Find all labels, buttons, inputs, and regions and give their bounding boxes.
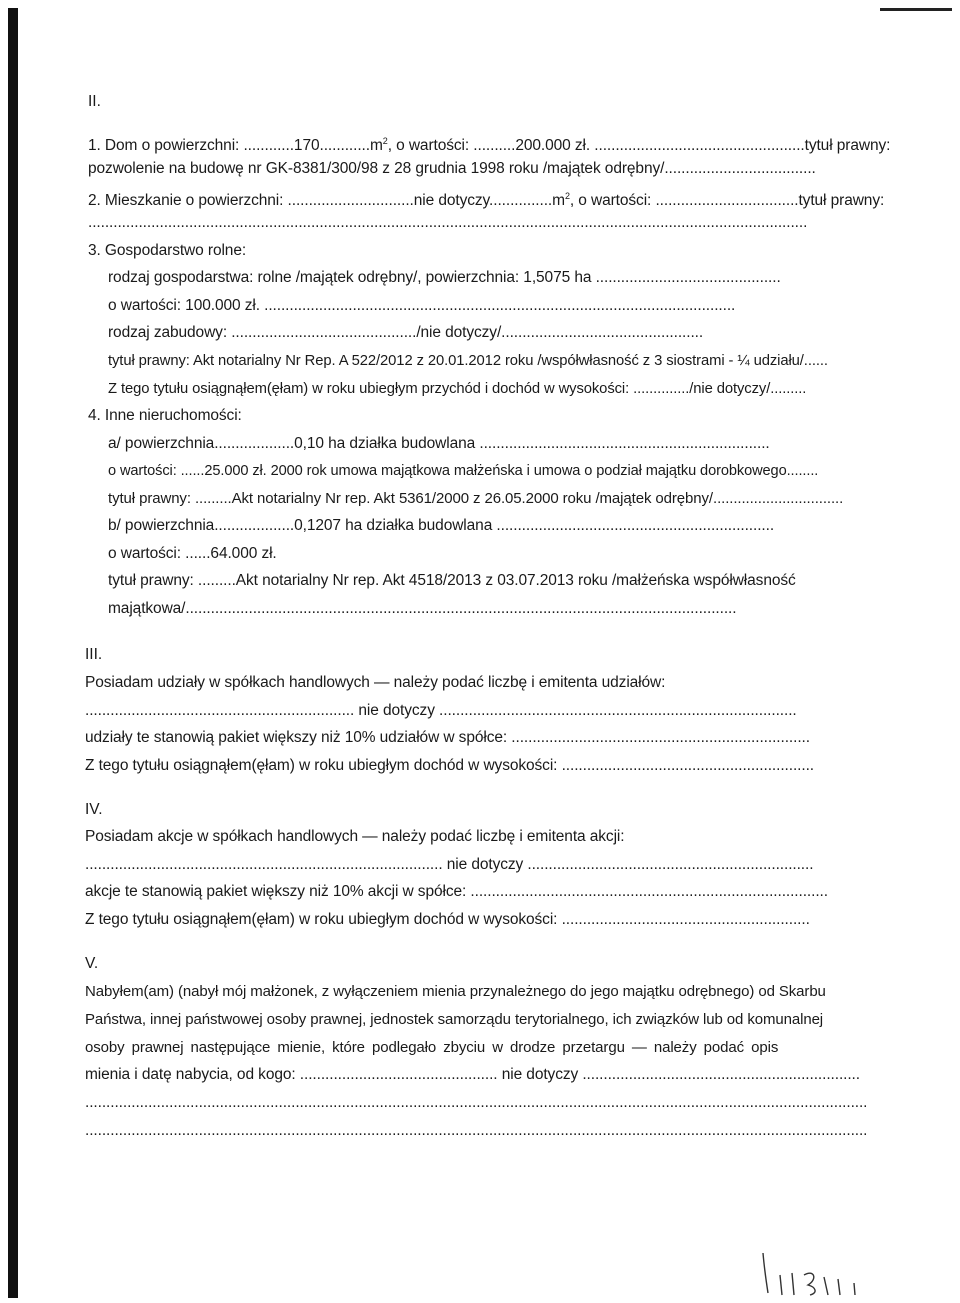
ii-line-12: a/ powierzchnia...................0,10 ha działka budowlana ..................................................................... [108,435,770,452]
ii-line-13: o wartości: ......25.000 zł. 2000 rok umowa majątkowa małżeńska i umowa o podział majątku dorobkowego........ [108,463,819,479]
v-line-6: .......................................................................................................................................................................................... [85,1122,868,1139]
v-line-1: Nabyłem(am) (nabył mój małżonek, z wyłączeniem mienia przynależnego do jego majątku odrębnego) od Skarbu [85,983,826,1000]
ii-line-1: 1. Dom o powierzchni: $............170............m^2$, o wartości: ..........200.000 zł. ..................................................tytuł prawny: [88,136,891,155]
ii-line-11: 4. Inne nieruchomości: [88,407,242,424]
v-line-3: osoby prawnej następujące mienie, które podlegało zbyciu w drodze przetargu — należy podać opis [85,1039,779,1056]
scan-border-top [880,8,952,11]
section-iii-heading: III. [85,646,103,663]
iii-line-4: Z tego tytułu osiągnąłem(ęłam) w roku ubiegłym dochód w wysokości: ............................................................ [85,757,814,774]
iv-line-3: akcje te stanowią pakiet większy niż 10% akcji w spółce: ..................................................................................... [85,883,828,900]
ii-line-14: tytuł prawny: .........Akt notarialny Nr rep. Akt 5361/2000 z 26.05.2000 roku /majątek odrębny/................................ [108,490,844,507]
ii-line-15: b/ powierzchnia...................0,1207 ha działka budowlana .................................................................. [108,517,775,534]
iv-line-1: Posiadam akcje w spółkach handlowych — należy podać liczbę i emitenta akcji: [85,828,625,845]
iii-line-2: ................................................................ nie dotyczy ..................................................................................... [85,702,797,719]
ii-line-7: o wartości: 100.000 zł. ................................................................................................................ [108,297,736,314]
v-line-4: mienia i datę nabycia, od kogo: ............................................... nie dotyczy .................................................................. [85,1066,860,1083]
ii-line-8: rodzaj zabudowy: ............................................/nie dotyczy/................................................ [108,324,704,341]
ii-line-18: majątkowa/................................................................................................................................... [108,600,737,617]
ii-line-17: tytuł prawny: .........Akt notarialny Nr rep. Akt 4518/2013 z 03.07.2013 roku /małżeńska współwłasność [108,572,796,589]
iv-line-2: ..................................................................................... nie dotyczy .................................................................... [85,856,814,873]
ii-line-9: tytuł prawny: Akt notarialny Nr Rep. A 522/2012 z 20.01.2012 roku /współwłasność z 3 siostrami - ¼ udziału/...... [108,353,828,369]
v-line-2: Państwa, innej państwowej osoby prawnej, jednostek samorządu terytorialnego, ich związków lub od komunalnej [85,1011,824,1028]
scan-border-left [8,8,18,1298]
ii-line-4: ........................................................................................................................................................................... [88,214,808,231]
v-line-5: .......................................................................................................................................................................................... [85,1094,868,1111]
iv-line-4: Z tego tytułu osiągnąłem(ęłam) w roku ubiegłym dochód w wysokości: ........................................................... [85,911,810,928]
ii-line-6: rodzaj gospodarstwa: rolne /majątek odrębny/, powierzchnia: 1,5075 ha ............................................ [108,269,781,286]
ii-line-5: 3. Gospodarstwo rolne: [88,242,247,259]
ii-line-10: Z tego tytułu osiągnąłem(ęłam) w roku ubiegłym przychód i dochód w wysokości: ............../nie dotyczy/......... [108,381,807,397]
ii-line-2: pozwolenie na budowę nr GK-8381/300/98 z 28 grudnia 1998 roku /majątek odrębny/.................................... [88,160,816,177]
section-iv-heading: IV. [85,801,103,818]
iii-line-1: Posiadam udziały w spółkach handlowych — należy podać liczbę i emitenta udziałów: [85,674,666,691]
handwritten-signature [758,1245,878,1300]
iii-line-3: udziały te stanowią pakiet większy niż 10% udziałów w spółce: ....................................................................... [85,729,810,746]
section-ii-heading: II. [88,93,101,110]
ii-line-16: o wartości: ......64.000 zł. [108,545,277,562]
ii-line-3: 2. Mieszkanie o powierzchni: ..............................nie $dotyczy...............m^2$, o wartości: ..................................tytuł prawny: [88,191,885,210]
section-v-heading: V. [85,955,99,972]
